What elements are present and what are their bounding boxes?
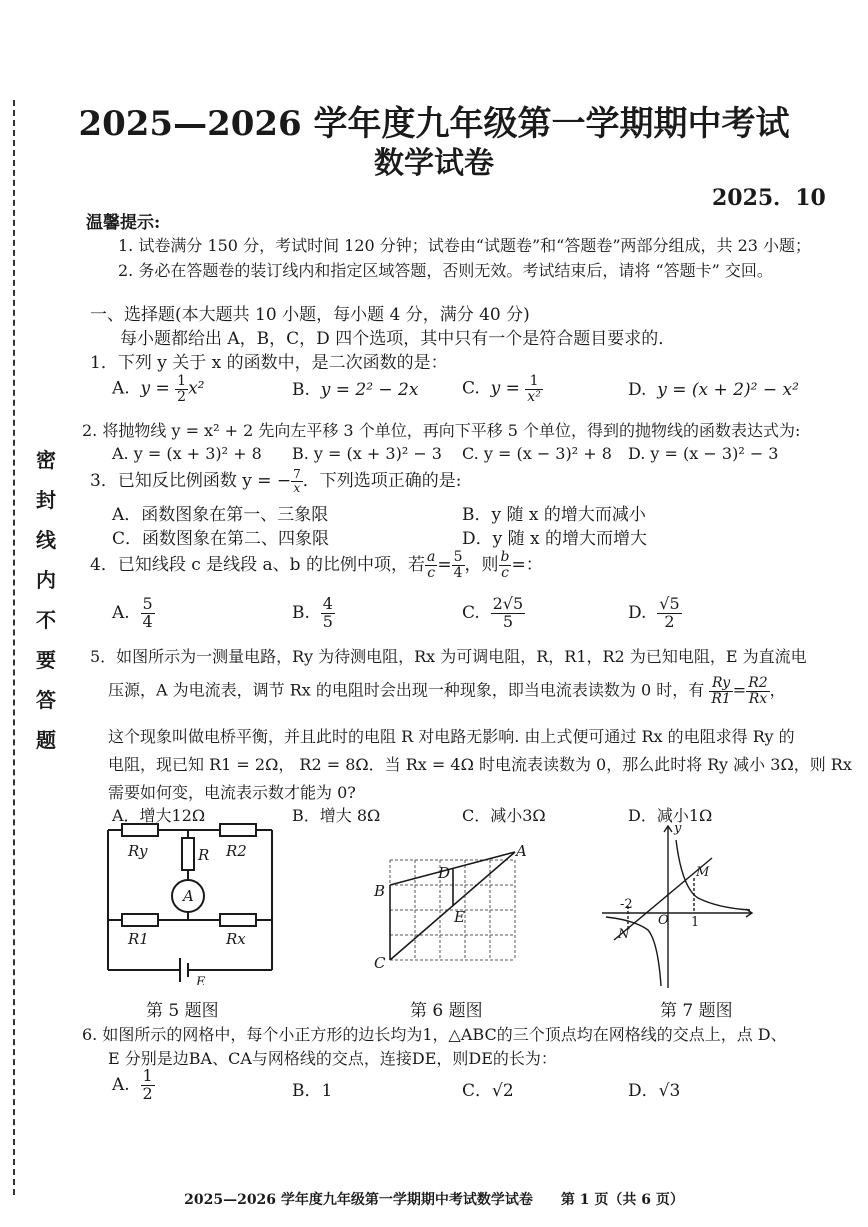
q5-line2: 压源，A 为电流表，调节 Rx 的电阻时会出现一种现象，即当电流表读数为 0 时，有 $\frac{Ry}{R1}$ = $\frac{R2}{Rx}$ ， xyxy=(108,675,786,707)
fig7-label-y: y xyxy=(674,821,682,836)
q6-option-b: B．1 xyxy=(292,1081,333,1101)
q3-option-b: B．y 随 x 的增大而减小 xyxy=(462,505,646,525)
tips-heading: 温馨提示: xyxy=(86,213,161,233)
exam-subtitle: 数学试卷 xyxy=(374,146,494,181)
fig7-graph xyxy=(598,818,758,993)
fig6-caption: 第 6 题图 xyxy=(410,1001,483,1021)
page-footer: 2025—2026 学年度九年级第一学期期中考试数学试卷 第 1 页（共 6 页） xyxy=(184,1192,684,1208)
section-intro: 每小题都给出 A，B，C，D 四个选项，其中只有一个是符合题目要求的． xyxy=(120,329,676,349)
q6-option-d: D．√3 xyxy=(628,1081,681,1101)
fig6-label-a: A xyxy=(516,842,527,860)
q4-option-d: D. $\frac{√5}{2}$ xyxy=(628,594,680,631)
fig5-circuit-diagram xyxy=(100,820,285,985)
q5-option-a: A．增大12Ω xyxy=(112,806,206,825)
seal-char: 线 xyxy=(36,528,56,552)
q5-line5: 需要如何变，电流表示数才能为 0? xyxy=(108,783,356,802)
q5-option-d: D．减小1Ω xyxy=(628,806,713,825)
q3-option-c: C．函数图象在第二、四象限 xyxy=(112,529,330,549)
fig6-label-e: E xyxy=(454,908,465,926)
q6-line2: E 分别是边BA、CA与网格线的交点，连接DE，则DE的长为： xyxy=(108,1049,557,1068)
exam-date: 2025．10 xyxy=(712,185,826,211)
fig5-label-r1: R1 xyxy=(128,930,149,948)
fig6-grid-diagram xyxy=(370,840,530,975)
q3-stem: 3．已知反比例函数 y = − $\frac{7}{x}$ ．下列选项正确的是: xyxy=(90,467,462,495)
fig5-label-ry: Ry xyxy=(128,842,148,860)
q2-option-d: D. y = (x − 3)² − 3 xyxy=(628,444,779,463)
q5-option-c: C．减小3Ω xyxy=(462,806,546,825)
fig6-label-d: D xyxy=(438,864,451,882)
q5-line3: 这个现象叫做电桥平衡，并且此时的电阻 R 对电路无影响. 由上式便可通过 Rx 的电阻求得 Ry 的 xyxy=(108,727,795,746)
fig7-label-n: N xyxy=(618,927,630,942)
fig7-label-neg2: -2 xyxy=(620,897,633,912)
q6-line1: 6. 如图所示的网格中，每个小正方形的边长均为1，△ABC的三个顶点均在网格线的交点上，点 D、 xyxy=(82,1025,787,1044)
fig6-label-c: C xyxy=(374,954,386,972)
seal-char: 密 xyxy=(36,448,56,472)
seal-char: 要 xyxy=(36,648,56,672)
q3-option-d: D．y 随 x 的增大而增大 xyxy=(462,529,648,549)
q2-option-a: A. y = (x + 3)² + 8 xyxy=(112,444,262,463)
q1-option-c: C. y = $\frac{1}{\text{x²}}$ xyxy=(462,373,541,405)
seal-char: 不 xyxy=(36,608,56,632)
q1-option-b: B. y = 2² − 2x xyxy=(292,380,419,400)
q2-option-b: B. y = (x + 3)² − 3 xyxy=(292,444,442,463)
q6-option-c: C．√2 xyxy=(462,1081,514,1101)
seal-char: 内 xyxy=(36,568,56,592)
q3-option-a: A．函数图象在第一、三象限 xyxy=(112,505,329,525)
fig5-label-rx: Rx xyxy=(226,930,246,948)
seal-char: 答 xyxy=(36,688,56,712)
q4-option-a: A. $\frac{5}{4}$ xyxy=(112,594,153,631)
q4-option-c: C. $\frac{2√5}{5}$ xyxy=(462,594,524,631)
q1-option-a: A. y = $\frac{1}{2}$ x² xyxy=(112,373,205,405)
fig5-label-r: R xyxy=(198,846,210,864)
fig6-label-b: B xyxy=(374,882,386,900)
q2-option-c: C. y = (x − 3)² + 8 xyxy=(462,444,612,463)
q6-option-a: A. $\frac{1}{2}$ xyxy=(112,1066,153,1103)
fig5-caption: 第 5 题图 xyxy=(146,1001,219,1021)
fig7-label-one: 1 xyxy=(691,915,700,930)
q1-option-d: D. y = (x + 2)² − x² xyxy=(628,380,799,400)
tip-item: 2. 务必在答题卷的装订线内和指定区域答题，否则无效。考试结束后，请将 “答题卡” 交回。 xyxy=(118,261,773,280)
q4-option-b: B. $\frac{4}{5}$ xyxy=(292,594,333,631)
q5-line4: 电阻，现已知 R1 = 2Ω， R2 = 8Ω．当 Rx = 4Ω 时电流表读数为 0，那么此时将 Ry 减小 3Ω，则 Rx xyxy=(108,755,852,774)
tip-item: 1. 试卷满分 150 分，考试时间 120 分钟；试卷由“试题卷”和“答题卷”两部分组成，共 23 小题； xyxy=(118,236,812,255)
fig5-label-a: A xyxy=(183,887,194,905)
fig7-label-o: O xyxy=(658,913,669,928)
q4-stem: 4．已知线段 c 是线段 a、b 的比例中项，若 $\frac{a}{c}$ = $\frac{5}{4}$ ，则 $\frac{b}{c}$ =： xyxy=(90,549,543,581)
fig7-label-m: M xyxy=(696,865,710,880)
q5-option-b: B．增大 8Ω xyxy=(292,806,381,825)
q1-stem: 1．下列 y 关于 x 的函数中，是二次函数的是： xyxy=(90,353,448,373)
fig5-label-r2: R2 xyxy=(226,842,247,860)
seal-char: 封 xyxy=(36,488,56,512)
seal-line-text xyxy=(34,440,58,760)
seal-char: 题 xyxy=(36,728,56,752)
binding-dashed-line xyxy=(13,100,15,1195)
fig5-label-e: E xyxy=(196,975,206,985)
fig7-caption: 第 7 题图 xyxy=(660,1001,733,1021)
section-title: 一、选择题(本大题共 10 小题，每小题 4 分，满分 40 分) xyxy=(90,305,530,325)
q2-stem: 2. 将抛物线 y = x² + 2 先向左平移 3 个单位，再向下平移 5 个单位，得到的抛物线的函数表达式为: xyxy=(82,421,801,440)
q5-line1: 5．如图所示为一测量电路，Ry 为待测电阻，Rx 为可调电阻，R，R1，R2 为已知电阻，E 为直流电 xyxy=(90,647,807,666)
exam-title: 2025—2026 学年度九年级第一学期期中考试 xyxy=(78,104,790,144)
